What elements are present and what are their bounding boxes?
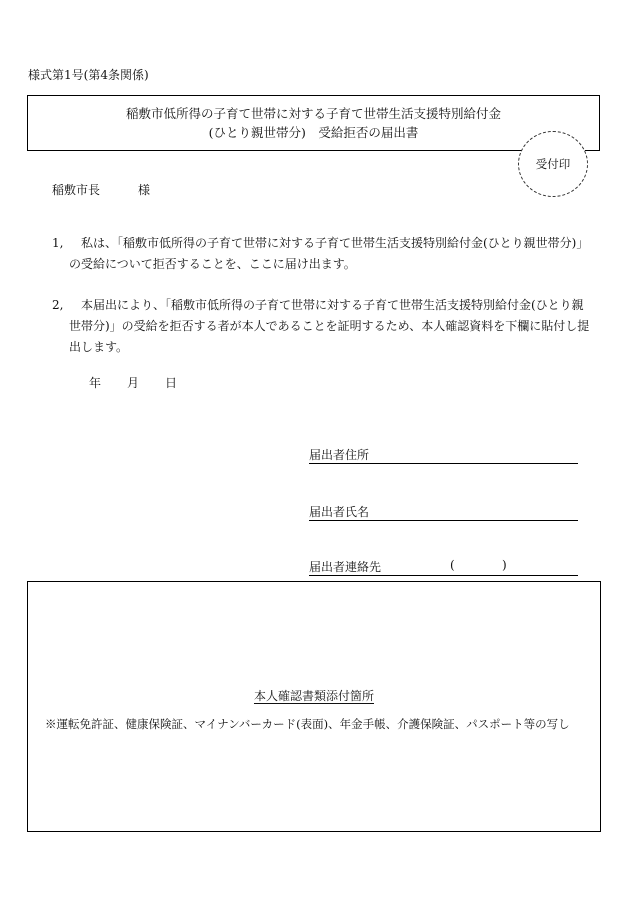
addressee — [52, 181, 150, 198]
paren-close: ) — [502, 558, 507, 572]
date-day: 日 — [165, 376, 178, 390]
title-line-2: (ひとり親世帯分) 受給拒否の届出書 — [208, 125, 419, 140]
paragraph-1 — [52, 233, 592, 275]
date-line — [89, 374, 203, 391]
applicant-name-field[interactable] — [309, 503, 578, 521]
date-month: 月 — [127, 376, 140, 390]
stamp-label: 受付印 — [535, 157, 571, 171]
addressee-honorific: 様 — [138, 183, 151, 197]
title-box — [27, 95, 600, 151]
applicant-address-field[interactable] — [309, 446, 578, 464]
paragraph-2 — [52, 295, 592, 358]
paragraph-number: 2, — [52, 298, 64, 312]
id-document-attachment-box — [27, 581, 601, 832]
paragraph-text: 本届出により、「稲敷市低所得の子育て世帯に対する子育て世帯生活支援特別給付金(ひとり親世帯分)」の受給を拒否する者が本人であることを証明するため、本人確認資料を下欄に貼付し提出します。 — [69, 298, 590, 354]
form-number: 様式第1号(第4条関係) — [28, 68, 149, 82]
id-section-title: 本人確認書類添付箇所 — [253, 689, 374, 703]
id-section-note: ※運転免許証、健康保険証、マイナンバーカード(表面)、年金手帳、介護保険証、パスポート等の写し — [45, 717, 570, 731]
date-year: 年 — [89, 376, 102, 390]
reception-stamp-area — [518, 131, 588, 197]
addressee-mayor: 稲敷市長 — [52, 183, 101, 197]
applicant-contact-field[interactable] — [309, 558, 578, 576]
paragraph-text: 私は、「稲敷市低所得の子育て世帯に対する子育て世帯生活支援特別給付金(ひとり親世帯分)」の受給について拒否することを、ここに届け出ます。 — [69, 236, 589, 271]
paren-open: ( — [450, 558, 455, 572]
paragraph-number: 1, — [52, 236, 64, 250]
applicant-address-label: 届出者住所 — [309, 448, 370, 462]
applicant-contact-label: 届出者連絡先 — [309, 560, 382, 574]
title-line-1: 稲敷市低所得の子育て世帯に対する子育て世帯生活支援特別給付金 — [125, 106, 501, 121]
applicant-name-label: 届出者氏名 — [309, 505, 370, 519]
